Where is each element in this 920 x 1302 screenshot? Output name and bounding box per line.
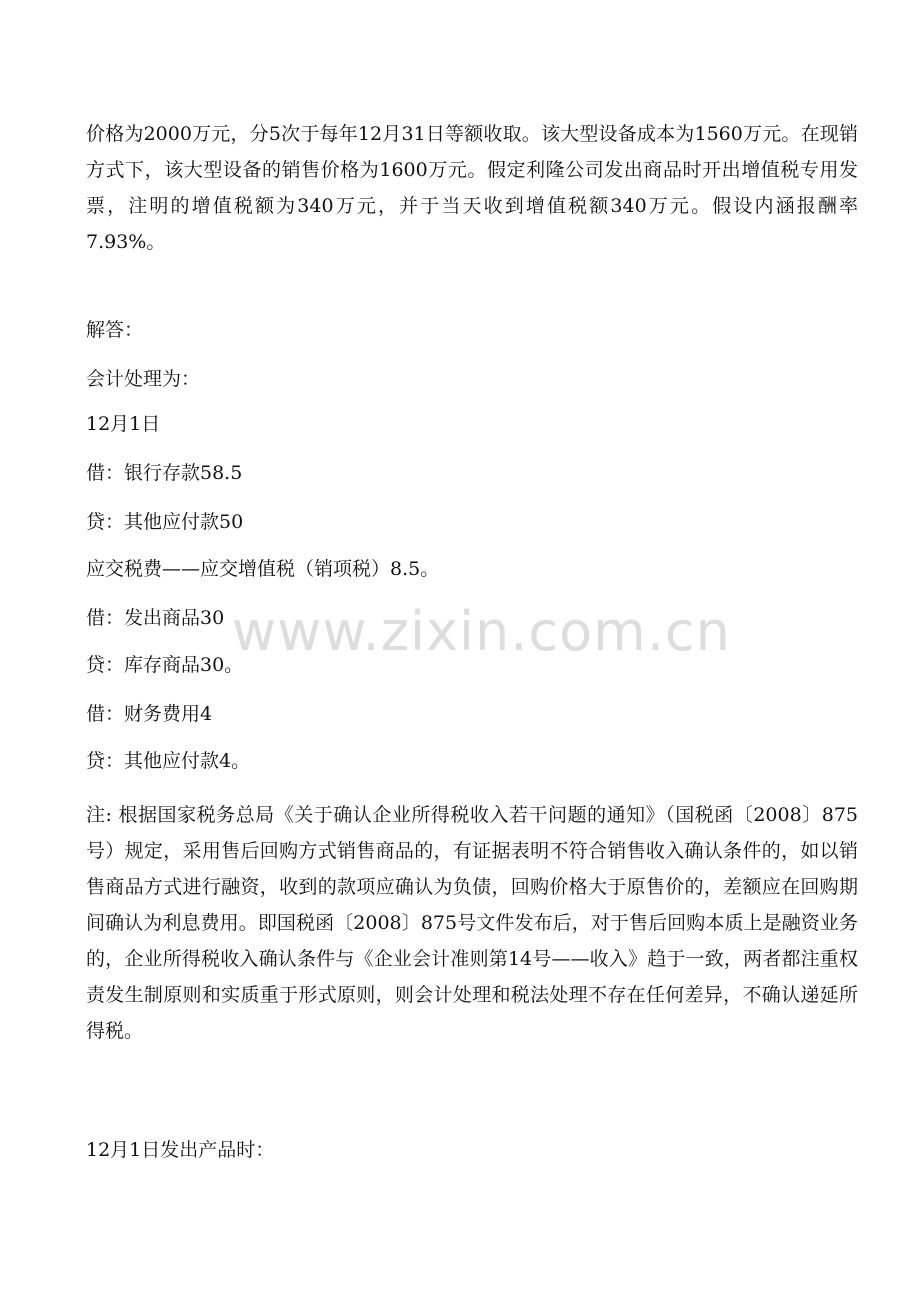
accounting-label: 会计处理为： <box>86 368 201 390</box>
entry-line: 应交税费——应交增值税（销项税）8.5。 <box>86 558 440 580</box>
watermark-text: www.zixin.com.cn <box>232 600 731 663</box>
entry-line: 贷：库存商品30。 <box>86 654 244 676</box>
entry-line: 借：银行存款58.5 <box>86 462 243 484</box>
entry-line: 贷：其他应付款4。 <box>86 750 251 772</box>
entry-line: 借：财务费用4 <box>86 703 213 725</box>
entry-line: 借：发出商品30 <box>86 607 225 629</box>
final-line: 12月1日发出产品时： <box>86 1139 275 1161</box>
answer-label: 解答： <box>86 319 144 341</box>
date-line: 12月1日 <box>86 413 161 435</box>
note-paragraph: 注: 根据国家税务总局《关于确认企业所得税收入若干问题的通知》（国税函〔2008〕875号）规定，采用售后回购方式销售商品的，有证据表明不符合销售收入确认条件的，如以销售商品方式进行融资，收到的款项应确认为负债，回购价格大于原售价的，差额应在回购期间确认为利息费用。即国税函〔2008〕875号文件发布后，对于售后回购本质上是融资业务的，企业所得税收入确认条件与《企业会计准则第14号——收入》趋于一致，两者都注重权责发生制原则和实质重于形式原则，则会计处理和税法处理不存在任何差异，不确认递延所得税。 <box>86 804 858 1042</box>
entry-line: 贷：其他应付款50 <box>86 511 244 533</box>
intro-paragraph: 价格为2000万元，分5次于每年12月31日等额收取。该大型设备成本为1560万元。在现销方式下，该大型设备的销售价格为1600万元。假定利隆公司发出商品时开出增值税专用发票，注明的增值税额为340万元，并于当天收到增值税额340万元。假设内涵报酬率7.93%。 <box>86 123 858 253</box>
